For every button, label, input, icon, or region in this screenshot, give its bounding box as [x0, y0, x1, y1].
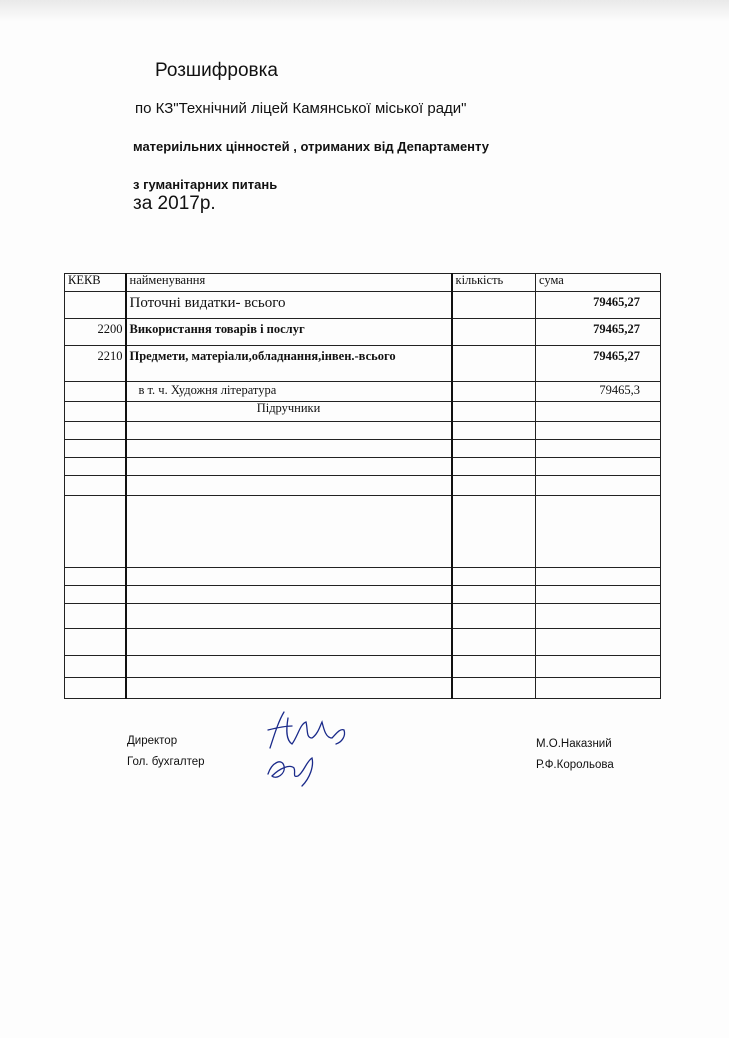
cell-name: Підручники — [126, 402, 452, 422]
table-row — [65, 382, 661, 402]
director-signature-icon — [262, 708, 362, 750]
table-row — [65, 496, 661, 568]
cell-qty — [452, 319, 536, 346]
cell-qty — [452, 346, 536, 382]
table-header-row — [65, 274, 661, 292]
header-qty: кількість — [452, 274, 536, 292]
cell-name: Предмети, матеріали,обладнання,інвен.-всього — [126, 346, 452, 382]
director-name: М.О.Наказний — [536, 738, 612, 750]
cell-kekv — [65, 292, 126, 319]
cell-sum: 79465,3 — [536, 382, 661, 402]
cell-sum: 79465,27 — [536, 346, 661, 382]
table-row — [65, 629, 661, 656]
table-row — [65, 319, 661, 346]
cell-qty — [452, 402, 536, 422]
table-row — [65, 402, 661, 422]
accountant-signature-icon — [262, 748, 332, 788]
accountant-name: Р.Ф.Корольова — [536, 759, 614, 771]
cell-qty — [452, 292, 536, 319]
cell-kekv: 2200 — [65, 319, 126, 346]
table-row — [65, 346, 661, 382]
cell-kekv — [65, 402, 126, 422]
cell-sum — [536, 402, 661, 422]
table-row — [65, 604, 661, 629]
header-name: найменування — [126, 274, 452, 292]
table-row — [65, 568, 661, 586]
cell-name: Поточні видатки- всього — [126, 292, 452, 319]
table-row — [65, 678, 661, 699]
header-kekv: КЕКВ — [65, 274, 126, 292]
subtitle-line-2: з гуманітарних питань — [133, 177, 278, 192]
cell-name: Використання товарів і послуг — [126, 319, 452, 346]
subtitle-line-1: материільних цінностей , отриманих від Департаменту — [133, 139, 489, 154]
table-row — [65, 440, 661, 458]
cell-qty — [452, 382, 536, 402]
organization-line: по КЗ"Технічний ліцей Камянської міської ради" — [135, 100, 467, 117]
cell-name: в т. ч. Художня література — [126, 382, 452, 402]
cell-kekv — [65, 382, 126, 402]
table-row — [65, 656, 661, 678]
scan-shadow — [0, 0, 729, 22]
cell-kekv: 2210 — [65, 346, 126, 382]
table-row — [65, 476, 661, 496]
director-label: Директор — [127, 735, 178, 747]
expense-table — [64, 273, 661, 699]
table-row — [65, 586, 661, 604]
accountant-label: Гол. бухгалтер — [127, 756, 205, 768]
cell-sum: 79465,27 — [536, 292, 661, 319]
cell-sum: 79465,27 — [536, 319, 661, 346]
table-row — [65, 458, 661, 476]
table-row — [65, 292, 661, 319]
header-sum: сума — [536, 274, 661, 292]
document-title: Розшифровка — [155, 60, 278, 81]
period-line: за 2017р. — [133, 193, 216, 214]
table-row — [65, 422, 661, 440]
